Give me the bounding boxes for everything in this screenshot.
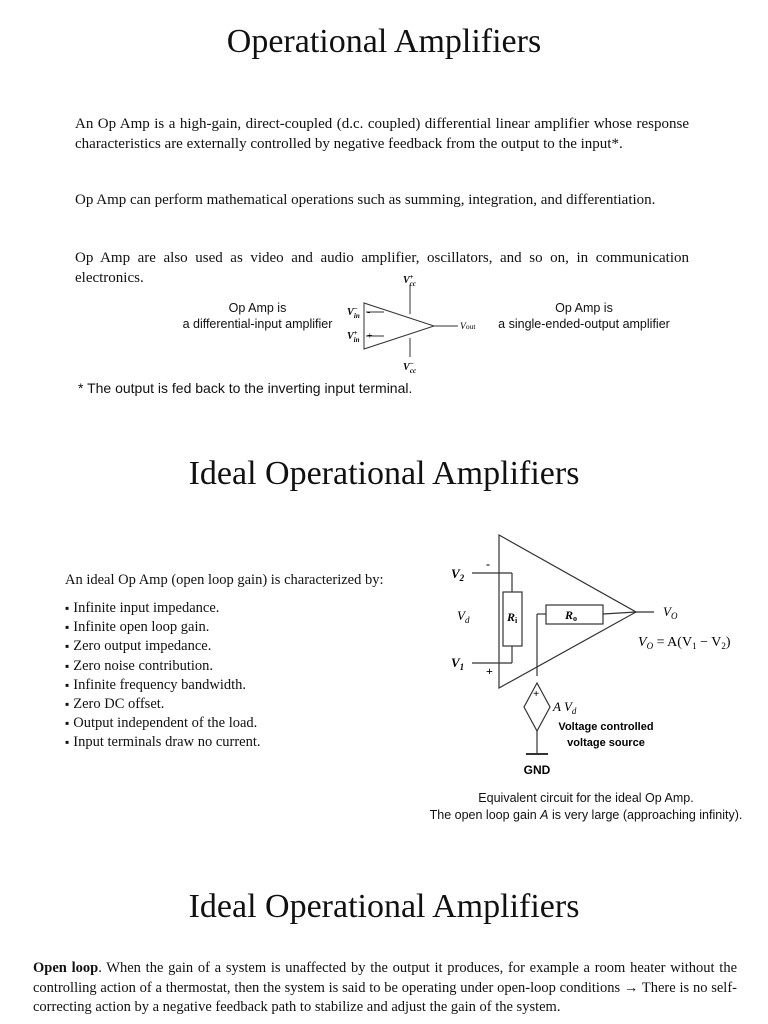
- list-item: ▪ Zero noise contribution.: [65, 657, 261, 676]
- differential-input-label: [165, 300, 350, 332]
- ri-label: Ri: [507, 610, 518, 625]
- source-plus-sign: +: [533, 688, 540, 700]
- vout-label: Vout: [460, 322, 476, 332]
- vcc-plus-label: V+ cc: [403, 273, 416, 288]
- list-item: ▪ Output independent of the load.: [65, 714, 261, 733]
- ideal-characteristics-list: [65, 599, 261, 753]
- section2-title: Ideal Operational Amplifiers: [188, 455, 580, 492]
- caption-line2-pre: The open loop gain: [429, 808, 541, 822]
- ideal-characteristics-intro: An ideal Op Amp (open loop gain) is characterized by:: [65, 572, 384, 588]
- source-description-line2: voltage source: [567, 737, 645, 749]
- section1-paragraph-uses: Op Amp are also used as video and audio amplifier, oscillators, and so on, in communication electronics.: [75, 250, 689, 286]
- noninverting-sign: +: [486, 664, 493, 678]
- noninverting-sign: +: [367, 331, 373, 342]
- inverting-sign: -: [486, 557, 490, 571]
- output-equation: $V_O = A(V_1 - V_2)$: [638, 635, 731, 651]
- section1-title: Operational Amplifiers: [226, 23, 542, 60]
- list-item: ▪ Zero DC offset.: [65, 695, 261, 714]
- op-amp-triangle: [364, 303, 434, 349]
- feedback-footnote: * The output is fed back to the inverting input terminal.: [78, 380, 413, 396]
- avd-label: A $V_d$: [553, 699, 577, 716]
- open-loop-paragraph: [33, 959, 737, 1018]
- gnd-label: GND: [523, 763, 551, 777]
- list-item: ▪ Input terminals draw no current.: [65, 733, 261, 752]
- caption-line1: Equivalent circuit for the ideal Op Amp.: [478, 791, 694, 805]
- ro-right-wire: [603, 612, 636, 614]
- single-ended-output-label-line1: Op Amp is: [555, 301, 613, 315]
- source-description-line1: Voltage controlled: [558, 721, 654, 733]
- list-item: ▪ Infinite input impedance.: [65, 599, 261, 618]
- v1-label: $V_1$: [451, 655, 465, 672]
- differential-input-label-line2: a differential-input amplifier: [182, 317, 333, 331]
- section1-paragraph-operations: Op Amp can perform mathematical operations such as summing, integration, and differentiation.: [75, 192, 656, 208]
- equivalent-circuit-diagram: [440, 530, 760, 790]
- vcc-minus-label: V− cc: [403, 360, 417, 375]
- list-item: ▪ Zero output impedance.: [65, 637, 261, 656]
- open-loop-text: . When the gain of a system is unaffected by the output it produces, for example a room heater without the controlling action of a thermostat, then the system is said to be operating under open-loop conditions → There is no self-correcting action by a negative feedback path to stabilize and adjust the gain of the system.: [33, 960, 737, 1015]
- circuit-caption: [406, 790, 766, 824]
- vd-label: $V_d$: [457, 608, 470, 625]
- vin-minus-label: V− in: [347, 305, 360, 320]
- v2-label: $V_2$: [451, 566, 465, 583]
- list-item: ▪ Infinite frequency bandwidth.: [65, 676, 261, 695]
- ro-label: Ro: [565, 608, 578, 623]
- inverting-sign: -: [367, 307, 371, 318]
- section1-paragraph-definition: An Op Amp is a high-gain, direct-coupled (d.c. coupled) differential linear amplifier whose response characteristics are externally controlled by negative feedback from the output to the input*.: [75, 116, 689, 152]
- vo-label: $V_O$: [663, 604, 678, 621]
- open-loop-term: Open loop: [33, 960, 99, 976]
- section3-title: Ideal Operational Amplifiers: [188, 888, 580, 925]
- list-item: ▪ Infinite open loop gain.: [65, 618, 261, 637]
- vin-plus-label: V+ in: [347, 329, 360, 344]
- caption-line2: [406, 807, 766, 824]
- single-ended-output-label: [488, 300, 680, 332]
- differential-input-label-line1: Op Amp is: [228, 301, 287, 315]
- single-ended-output-label-line2: a single-ended-output amplifier: [498, 317, 670, 331]
- caption-gain-symbol: A: [540, 808, 549, 822]
- op-amp-symbol: [340, 270, 490, 380]
- caption-line2-post: is very large (approaching infinity).: [548, 808, 743, 822]
